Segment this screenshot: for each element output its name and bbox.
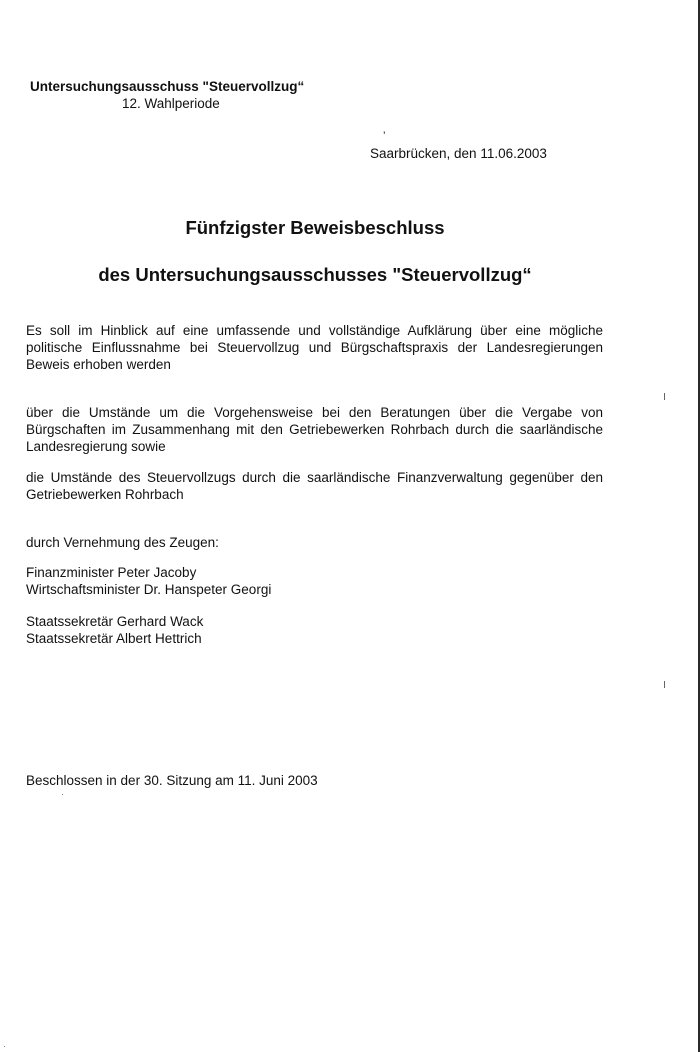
paragraph-purpose: Es soll im Hinblick auf eine umfassende und vollständige Aufklärung über eine mögliche politische Einflussnahme bei Steuervollzug und Bürgschaftspraxis der Landesregierungen Beweis erhoben werden <box>26 323 603 372</box>
witness-intro: durch Vernehmung des Zeugen: <box>26 535 219 550</box>
resolution-note: Beschlossen in der 30. Sitzung am 11. Juni 2003 <box>26 773 318 788</box>
scan-mark <box>664 393 665 400</box>
witness-item: Staatssekretär Gerhard Wack <box>26 614 204 629</box>
legislative-period: 12. Wahlperiode <box>122 96 220 111</box>
paragraph-subject-guarantees: über die Umstände um die Vorgehensweise bei den Beratungen über die Vergabe von Bürgschaften im Zusammenhang mit den Getriebewerken Rohrbach durch die saarländische Landesregierung sowie <box>26 405 603 454</box>
witness-item: Finanzminister Peter Jacoby <box>26 565 197 580</box>
document-subtitle: des Untersuchungsausschusses "Steuervollzug“ <box>98 264 532 285</box>
place-and-date: Saarbrücken, den 11.06.2003 <box>370 146 547 161</box>
scan-speck <box>62 794 63 795</box>
witness-item: Wirtschaftsminister Dr. Hanspeter Georgi <box>26 582 272 597</box>
paragraph-subject-tax: die Umstände des Steuervollzugs durch die saarländische Finanzverwaltung gegenüber den Getriebewerken Rohrbach <box>26 470 603 502</box>
committee-name: Untersuchungsausschuss "Steuervollzug“ <box>30 79 305 94</box>
scan-mark <box>664 681 665 688</box>
handwritten-tick: ’ <box>383 130 386 142</box>
document-title: Fünfzigster Beweisbeschluss <box>185 217 445 238</box>
scan-speck <box>4 1046 5 1047</box>
witness-item: Staatssekretär Albert Hettrich <box>26 631 202 646</box>
